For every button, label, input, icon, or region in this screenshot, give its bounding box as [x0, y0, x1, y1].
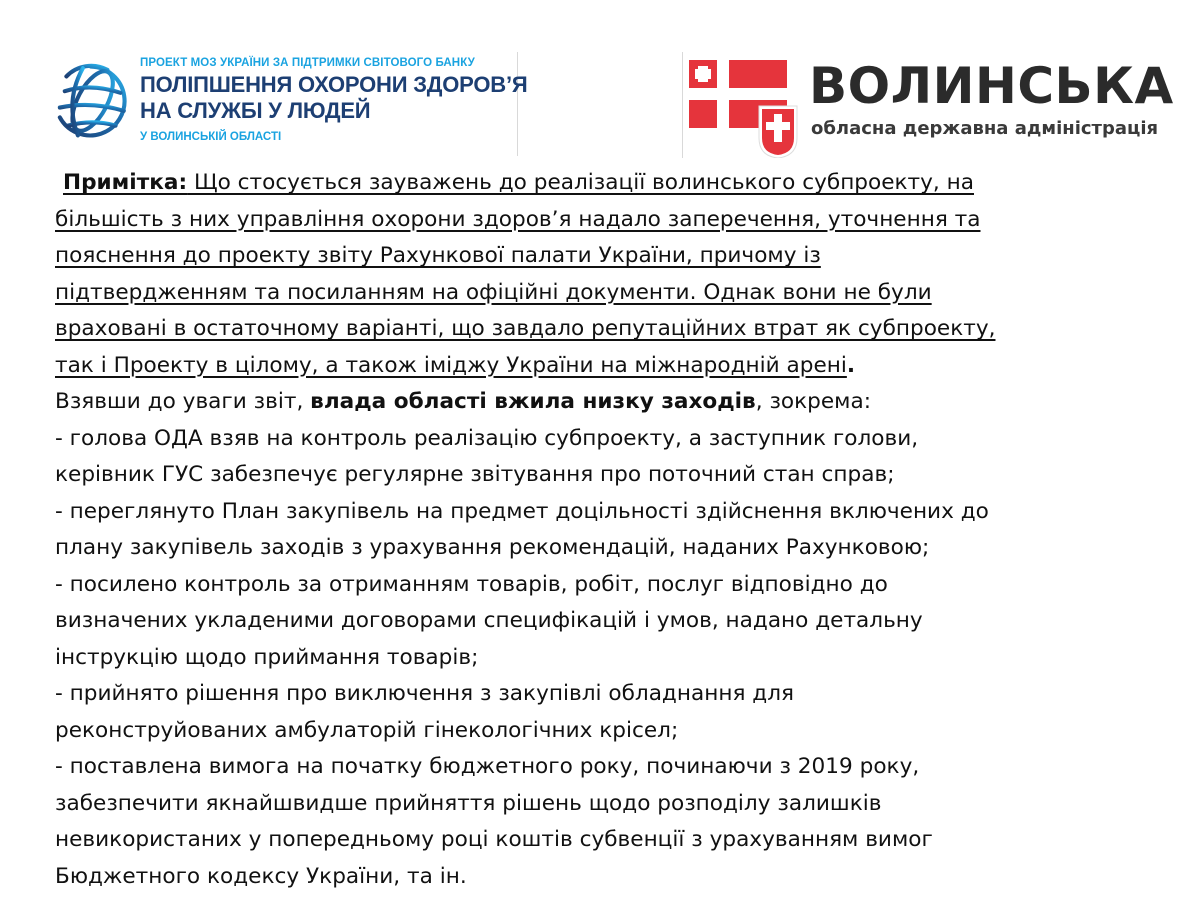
logo-title-line1: ПОЛІПШЕННЯ ОХОРОНИ ЗДОРОВ’Я	[140, 72, 528, 97]
note-line	[55, 202, 1145, 239]
note-text: так і Проекту в цілому, а також іміджу України на міжнародній арені	[55, 352, 847, 378]
measure-line: забезпечити якнайшвидше прийняття рішень щодо розподілу залишків	[55, 790, 882, 816]
logo-subtitle: обласна державна адміністрація	[811, 118, 1159, 139]
logo-subtitle: ПРОЕКТ МОЗ УКРАЇНИ ЗА ПІДТРИМКИ СВІТОВОГО БАНКУ	[140, 57, 475, 69]
measures-intro	[55, 384, 1145, 421]
measure-line: визначених укладеними договорами специфікацій і умов, надано детальну	[55, 608, 923, 633]
world-bank-globe-icon	[50, 60, 132, 142]
note-line	[55, 165, 1145, 202]
note-text: Що стосується зауважень до реалізації волинського субпроекту, на	[187, 170, 974, 195]
world-bank-project-logo	[46, 52, 528, 156]
note-end-punct: .	[846, 352, 856, 378]
note-label: Примітка:	[63, 170, 188, 195]
volyn-administration-logo	[682, 52, 1174, 158]
intro-text: , зокрема:	[755, 389, 871, 414]
note-text: пояснення до проекту звіту Рахункової палати України, причому із	[55, 243, 821, 268]
measure-line: - прийнято рішення про виключення з закупівлі обладнання для	[55, 681, 795, 706]
measure-line: - голова ОДА взяв на контроль реалізацію субпроекту, а заступник голови,	[55, 425, 919, 451]
measure-line: плану закупівель заходів з урахування рекомендацій, наданих Рахунковою;	[55, 535, 930, 560]
note-line	[55, 348, 1145, 385]
note-text: враховані в остаточному варіанті, що завдало репутаційних втрат як субпроекту,	[55, 316, 996, 341]
measure-line: - переглянуто План закупівель на предмет доцільності здійснення включених до	[55, 498, 989, 524]
intro-text: Взявши до уваги звіт,	[55, 389, 311, 414]
note-line	[55, 238, 1145, 275]
logo-region: У ВОЛИНСЬКІЙ ОБЛАСТІ	[140, 131, 282, 143]
measure-line: інструкцію щодо приймання товарів;	[55, 644, 479, 670]
measure-line: реконструйованих амбулаторій гінекологічних крісел;	[55, 717, 679, 743]
logo-title: ВОЛИНСЬКА	[809, 57, 1174, 115]
note-text: підтвердженням та посиланням на офіційні документи. Однак вони не були	[55, 279, 932, 305]
intro-emphasis: влада області вжила низку заходів	[310, 389, 756, 414]
measure-line: - поставлена вимога на початку бюджетного року, починаючи з 2019 року,	[55, 754, 920, 779]
measure-line: - посилено контроль за отриманням товарів, робіт, послуг відповідно до	[55, 571, 888, 597]
document-body	[55, 165, 1145, 895]
volyn-flag-coat-of-arms-icon	[689, 60, 801, 158]
note-line	[55, 311, 1145, 348]
note-text: більшість з них управління охорони здоров’я надало заперечення, уточнення та	[55, 206, 981, 232]
measure-line: Бюджетного кодексу України, та ін.	[55, 863, 467, 889]
measure-line: невикористаних у попередньому році коштів субвенції з урахуванням вимог	[55, 827, 933, 852]
note-line	[55, 275, 1145, 312]
logo-title-line2: НА СЛУЖБІ У ЛЮДЕЙ	[140, 98, 371, 123]
measure-line: керівник ГУС забезпечує регулярне звітування про поточний стан справ;	[55, 462, 895, 487]
